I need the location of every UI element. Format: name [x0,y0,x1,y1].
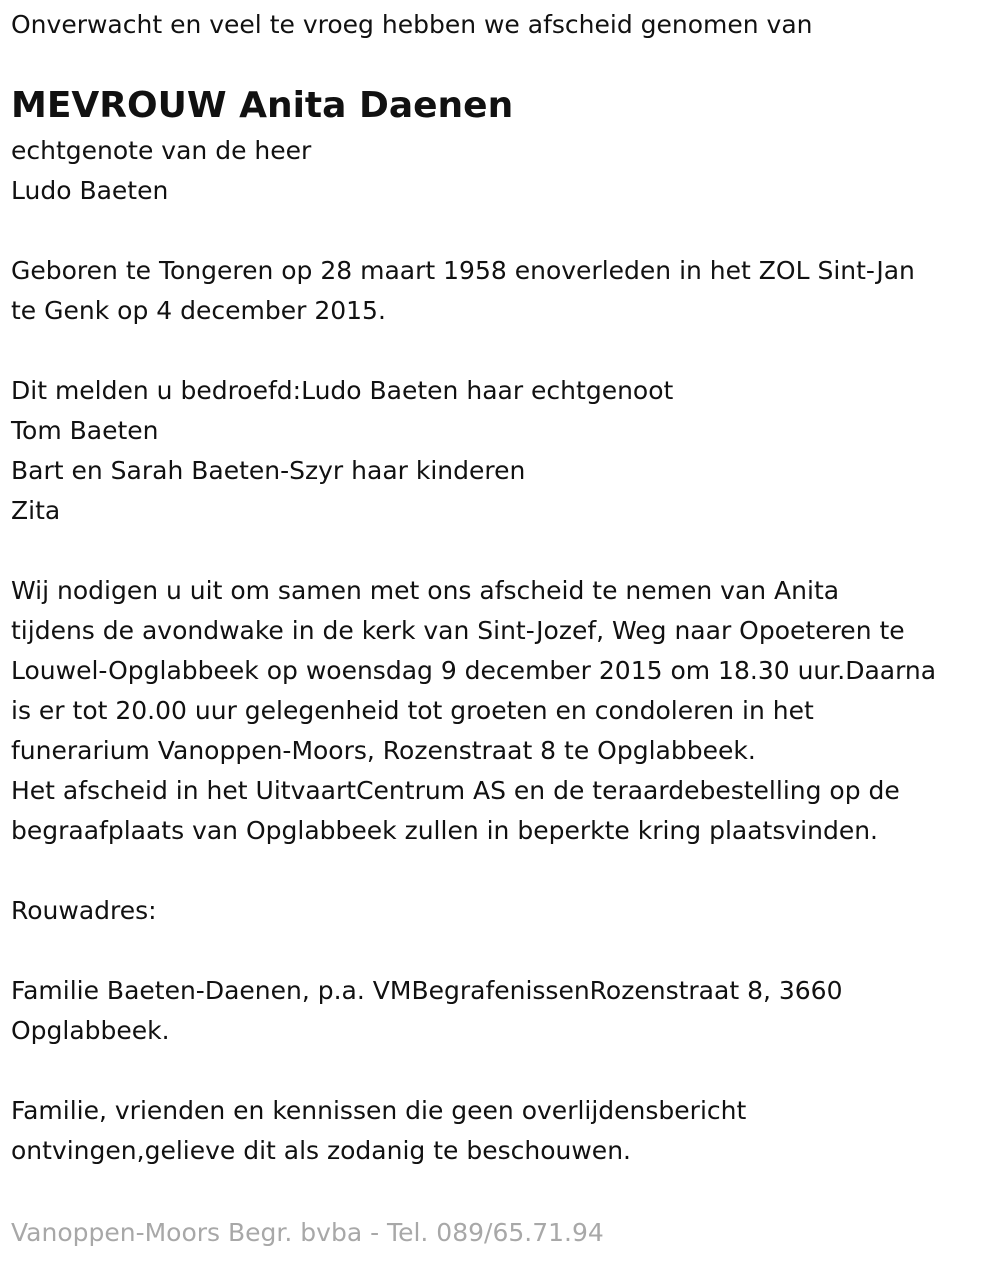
address-line: Familie Baeten-Daenen, p.a. VMBegrafenissenRozenstraat 8, 3660 [11,976,843,1005]
address-line: Opglabbeek. [11,1016,170,1045]
ceremony-line: begraafplaats van Opglabbeek zullen in beperkte kring plaatsvinden. [11,816,879,845]
family-line: Dit melden u bedroefd:Ludo Baeten haar echtgenoot [11,376,674,405]
spouse-name: Ludo Baeten [11,176,169,205]
spacer [11,331,991,371]
ceremony-line: tijdens de avondwake in de kerk van Sint-Jozef, Weg naar Opoeteren te [11,616,905,645]
ceremony-line: Het afscheid in het UitvaartCentrum AS en de teraardebestelling op de [11,776,900,805]
birth-death-paragraph [11,251,991,331]
ceremony-line: funerarium Vanoppen-Moors, Rozenstraat 8 te Opglabbeek. [11,736,756,765]
ceremony-line: Louwel-Opglabbeek op woensdag 9 december 2015 om 18.30 uur.Daarna [11,656,937,685]
deceased-name: MEVROUW Anita Daenen [11,85,514,126]
closing-line: Familie, vrienden en kennissen die geen overlijdensbericht [11,1096,747,1125]
paragraph-line: Geboren te Tongeren op 28 maart 1958 enoverleden in het ZOL Sint-Jan [11,256,915,285]
spacer [11,211,991,251]
paragraph-line: te Genk op 4 december 2015. [11,296,386,325]
family-line: Tom Baeten [11,416,159,445]
closing-line: ontvingen,gelieve dit als zodanig te beschouwen. [11,1136,631,1165]
ceremony-line: is er tot 20.00 uur gelegenheid tot groeten en condoleren in het [11,696,814,725]
closing-paragraph [11,1091,991,1171]
ceremony-paragraph [11,571,991,851]
family-line: Zita [11,496,61,525]
spacer [11,1051,991,1091]
address-paragraph [11,971,991,1051]
spacer [11,531,991,571]
funeral-home-footer: Vanoppen-Moors Begr. bvba - Tel. 089/65.71.94 [11,1218,604,1247]
address-label: Rouwadres: [11,896,157,925]
family-paragraph [11,371,991,531]
spacer [11,931,991,971]
death-notice [11,0,991,1171]
spacer [11,851,991,891]
intro-text: Onverwacht en veel te vroeg hebben we afscheid genomen van [11,10,813,39]
spouse-line: echtgenote van de heer [11,136,312,165]
ceremony-line: Wij nodigen u uit om samen met ons afscheid te nemen van Anita [11,576,840,605]
family-line: Bart en Sarah Baeten-Szyr haar kinderen [11,456,526,485]
